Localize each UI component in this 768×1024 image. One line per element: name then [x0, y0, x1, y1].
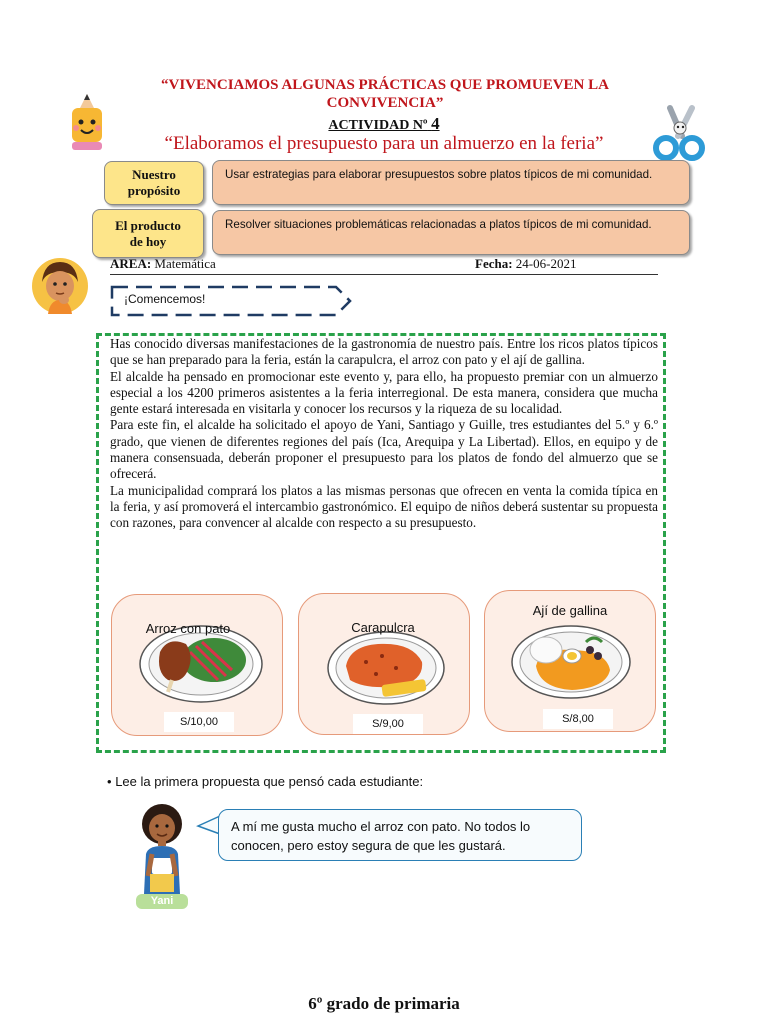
bullet-icon: • — [107, 774, 112, 789]
date-value: 24-06-2021 — [515, 256, 577, 271]
start-label: ¡Comencemos! — [124, 292, 206, 306]
area-value: Matemática — [154, 256, 216, 271]
dish-name: Arroz con pato — [145, 621, 231, 636]
story-paragraph: El alcalde ha pensado en promocionar este evento y, para ello, ha propuesto premiar con un almuerzo especial a los 4200 primeros asistentes a la feria interregional. De esta manera, considera que mucha gente estará interesada en visitarla y conocer los recursos y la riqueza de su localidad. — [110, 368, 658, 417]
product-label: El producto de hoy — [92, 209, 204, 258]
document-title: “VIVENCIAMOS ALGUNAS PRÁCTICAS QUE PROMUEVEN LA CONVIVENCIA” — [161, 77, 609, 111]
activity-label: ACTIVIDAD Nº — [328, 118, 428, 133]
price-tag: S/10,00 — [164, 712, 234, 732]
thinking-girl-icon — [30, 256, 90, 316]
carapulcra-plate-icon — [326, 628, 446, 708]
product-text: Resolver situaciones problemáticas relacionadas a platos típicos de mi comunidad. — [212, 210, 690, 255]
dish-name: Carapulcra — [351, 620, 415, 635]
story-text — [110, 336, 658, 532]
speech-bubble: A mí me gusta mucho el arroz con pato. No todos lo conocen, pero estoy segura de que les gustará. — [218, 809, 582, 861]
purpose-label: Nuestro propósito — [104, 161, 204, 205]
price-tag: S/9,00 — [353, 714, 423, 734]
story-paragraph: La municipalidad comprará los platos a las mismas personas que ofrecen en venta la comida típica en la feria, y así promoverá el intercambio gastronómico. El equipo de niños deberá sustentar su propuesta con razones, para convencer al alcalde con respecto a su presupuesto. — [110, 482, 658, 531]
story-paragraph: Has conocido diversas manifestaciones de la gastronomía de nuestro país. Entre los ricos platos típicos que se han preparado para la feria, están la carapulcra, el arroz con pato y el ají de gallina. — [110, 336, 658, 368]
story-paragraph: Para este fin, el alcalde ha solicitado el apoyo de Yani, Santiago y Guille, tres estudiantes del 5.º y 6.º grado, que vienen de diferentes regiones del país (Ica, Arequipa y La Libertad). Ellos, en equipo y de manera consensuada, deberán proponer el presupuesto para los platos de fondo del almuerzo que se ofrecerá. — [110, 417, 658, 482]
area-date-row — [110, 256, 658, 275]
price-tag: S/8,00 — [543, 709, 613, 729]
purpose-text: Usar estrategias para elaborar presupuestos sobre platos típicos de mi comunidad. — [212, 160, 690, 205]
dish-name: Ají de gallina — [532, 603, 608, 618]
instruction-bullet — [107, 774, 423, 789]
yani-character-icon — [130, 800, 194, 896]
activity-subtitle: “Elaboramos el presupuesto para un almuerzo en la feria” — [164, 133, 604, 154]
date-group — [475, 256, 576, 272]
date-label: Fecha: — [475, 256, 513, 271]
footer-grade: 6º grado de primaria — [308, 994, 460, 1013]
instruction-text: Lee la primera propuesta que pensó cada estudiante: — [115, 774, 424, 789]
activity-number: 4 — [431, 114, 440, 133]
activity-heading — [0, 114, 768, 134]
aji-de-gallina-plate-icon — [510, 620, 632, 702]
character-name-tag: Yani — [136, 894, 188, 909]
area-label: AREA: — [110, 256, 152, 271]
